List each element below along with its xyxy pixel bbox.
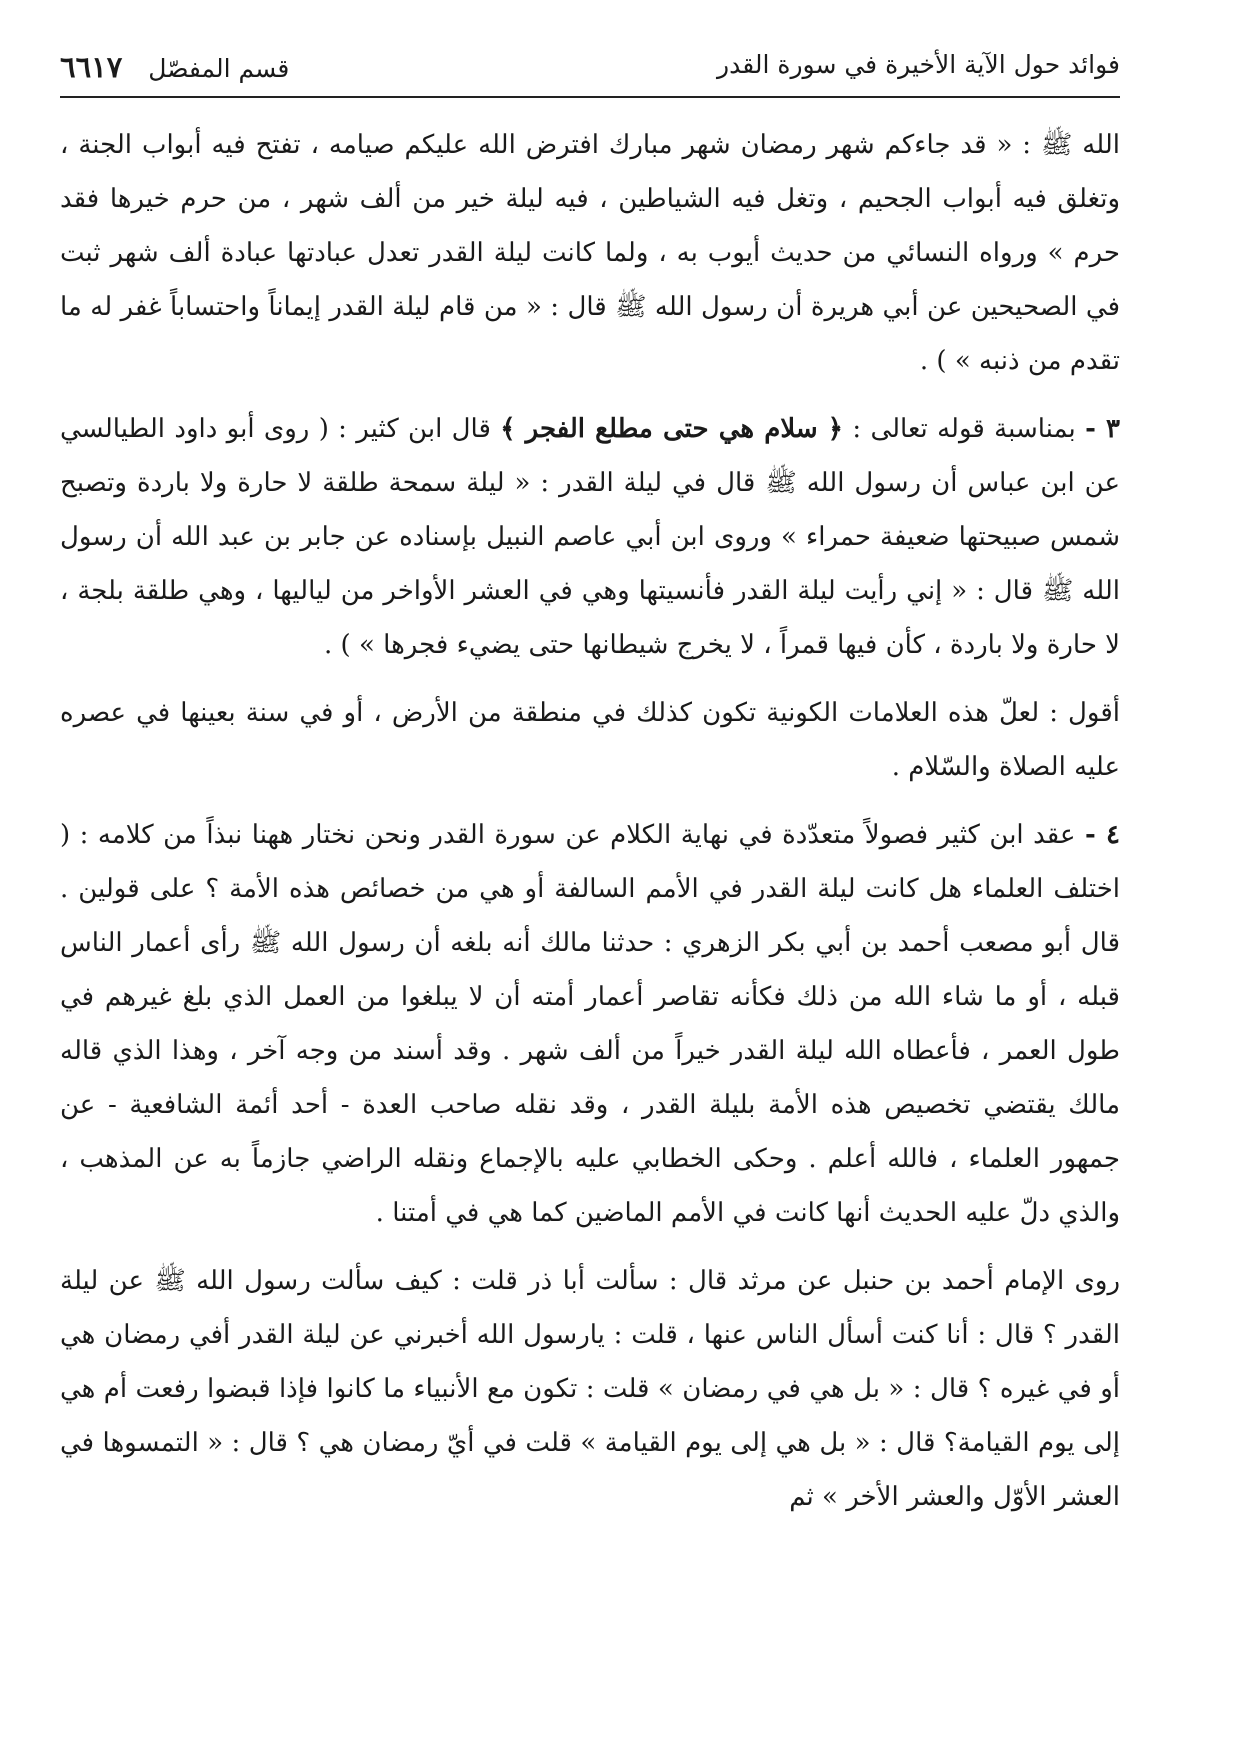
paragraph-2-text: قال ابن كثير : ( روى أبو داود الطيالسي عن ابن عباس أن رسول الله ﷺ قال في ليلة القدر : « ليلة سمحة طلقة لا حارة ولا باردة وتصبح شمس صبيحتها ضعيفة حمراء » وروى ابن أبي عاصم النبيل بإسناده عن جابر بن عبد الله أن رسول الله ﷺ قال : « إني رأيت ليلة القدر فأنسيتها وهي في العشر الأواخر من لياليها ، وهي طلقة بلجة ، لا حارة ولا باردة ، كأن فيها قمراً ، لا يخرج شيطانها حتى يضيء فجرها » ) .: [60, 414, 1120, 660]
paragraph-4-text: عقد ابن كثير فصولاً متعدّدة في نهاية الكلام عن سورة القدر ونحن نختار ههنا نبذاً من كلامه : ( اختلف العلماء هل كانت ليلة القدر في الأمم السالفة أو هي من خصائص هذه الأمة ؟ على قولين . قال أبو مصعب أحمد بن أبي بكر الزهري : حدثنا مالك أنه بلغه أن رسول الله ﷺ رأى أعمار الناس قبله ، أو ما شاء الله من ذلك فكأنه تقاصر أعمار أمته أن لا يبلغوا من العمل الذي بلغ غيرهم في طول العمر ، فأعطاه الله ليلة القدر خيراً من ألف شهر . وقد أسند من وجه آخر ، وهذا الذي قاله مالك يقتضي تخصيص هذه الأمة بليلة القدر ، وقد نقله صاحب العدة - أحد أئمة الشافعية - عن جمهور العلماء ، فالله أعلم . وحكى الخطابي عليه بالإجماع ونقله الراضي جازماً به عن المذهب ، والذي دلّ عليه الحديث أنها كانت في الأمم الماضين كما هي في أمتنا .: [60, 820, 1120, 1228]
header-section: [60, 50, 289, 84]
paragraph-3: أقول : لعلّ هذه العلامات الكونية تكون كذلك في منطقة من الأرض ، أو في سنة بعينها في عصره عليه الصلاة والسّلام .: [60, 698, 1120, 782]
section-number-3: ٣ -: [1085, 414, 1121, 444]
paragraph-4: [60, 808, 1120, 1240]
paragraph-1: الله ﷺ : « قد جاءكم شهر رمضان شهر مبارك افترض الله عليكم صيامه ، تفتح فيه أبواب الجنة ، وتغلق فيه أبواب الجحيم ، وتغل فيه الشياطين ، فيه ليلة خير من ألف شهر ، من حرم خيرها فقد حرم » ورواه النسائي من حديث أيوب به ، ولما كانت ليلة القدر تعدل عبادتها عبادة ألف شهر ثبت في الصحيحين عن أبي هريرة أن رسول الله ﷺ قال : « من قام ليلة القدر إيماناً واحتساباً غفر له ما تقدم من ذنبه » ) .: [60, 130, 1121, 376]
header-rule: [60, 96, 1120, 98]
paragraph-2: [60, 402, 1120, 672]
page-number: ٦٦١٧: [60, 50, 123, 84]
running-title: فوائد حول الآية الأخيرة في سورة القدر: [717, 50, 1120, 79]
page-header: [60, 40, 1120, 110]
quran-verse: ﴿ سلام هي حتى مطلع الفجر ﴾: [500, 414, 843, 444]
paragraph-5: روى الإمام أحمد بن حنبل عن مرثد قال : سألت أبا ذر قلت : كيف سألت رسول الله ﷺ عن ليلة القدر ؟ قال : أنا كنت أسأل الناس عنها ، قلت : يارسول الله أخبرني عن ليلة القدر أفي رمضان هي أو في غيره ؟ قال : « بل هي في رمضان » قلت : تكون مع الأنبياء ما كانوا فإذا قبضوا رفعت أم هي إلى يوم القيامة؟ قال : « بل هي إلى يوم القيامة » قلت في أيّ رمضان هي ؟ قال : « التمسوها في العشر الأوّل والعشر الأخر » ثم: [60, 1266, 1120, 1512]
paragraph-2-intro: بمناسبة قوله تعالى :: [843, 414, 1086, 444]
section-title: قسم المفصّل: [148, 54, 290, 83]
page-body: [60, 118, 1120, 1524]
section-number-4: ٤ -: [1084, 820, 1120, 850]
